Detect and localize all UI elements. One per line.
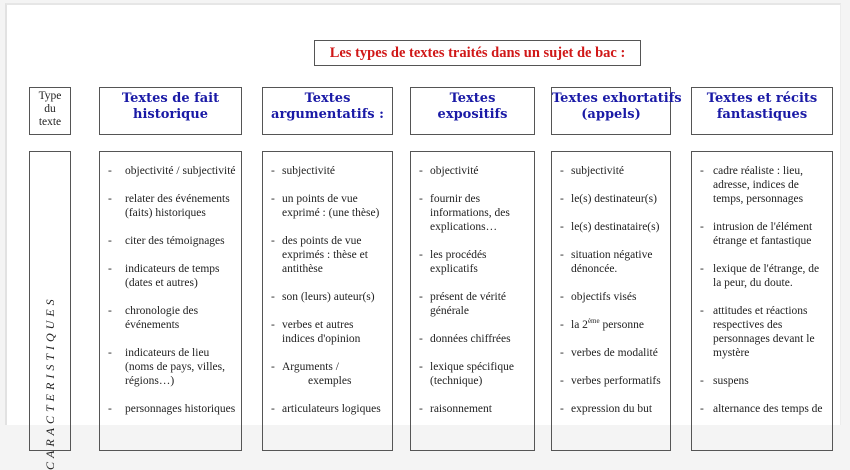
list-item: - un points de vue exprimé : (une thèse) [271, 192, 388, 220]
heading-line: expositifs [437, 107, 508, 122]
list-item: - citer des témoignages [108, 234, 237, 248]
list-item: - le(s) destinateur(s) [560, 192, 666, 206]
list-item: - situation négative dénoncée. [560, 248, 666, 276]
heading-line: (appels) [581, 107, 641, 122]
characteristics-list [263, 152, 392, 416]
list-item: - verbes de modalité [560, 346, 666, 360]
document-title: Les types de textes traités dans un sujet de bac : [329, 44, 626, 61]
heading-line: Textes et récits [706, 91, 818, 106]
heading-line: Textes exhortatifs [552, 91, 682, 106]
list-item: - chronologie des événements [108, 304, 237, 332]
list-item: - personnages historiques [108, 402, 237, 416]
list-item: - subjectivité [271, 164, 388, 178]
list-item: - raisonnement [419, 402, 530, 416]
heading-line: Textes [449, 91, 496, 106]
type-header-cell [29, 87, 71, 135]
list-item: - subjectivité [560, 164, 666, 178]
list-item-text: la 2 [571, 319, 588, 331]
list-item: - objectivité / subjectivité [108, 164, 237, 178]
list-item-continuation: exemples [308, 375, 352, 387]
list-item: - expression du but [560, 402, 666, 416]
characteristics-list [411, 152, 534, 416]
column-expositifs-content [410, 151, 535, 451]
list-item: - alternance des temps de [700, 402, 828, 416]
list-item: - des points de vue exprimés : thèse et antithèse [271, 234, 388, 276]
list-item: - relater des événements (faits) historiques [108, 192, 237, 220]
list-item: - le(s) destinataire(s) [560, 220, 666, 234]
document-title-box [314, 40, 641, 66]
characteristics-list [692, 152, 832, 416]
type-header-line: du [44, 103, 56, 115]
column-historique-content [99, 151, 242, 451]
list-item [271, 360, 388, 388]
list-item: - indicateurs de lieu (noms de pays, villes, régions…) [108, 346, 237, 388]
list-item: - fournir des informations, des explications… [419, 192, 530, 234]
column-heading-historique [99, 87, 242, 135]
list-item: - verbes et autres indices d'opinion [271, 318, 388, 346]
list-item: - objectifs visés [560, 290, 666, 304]
list-item: - son (leurs) auteur(s) [271, 290, 388, 304]
list-item: - verbes performatifs [560, 374, 666, 388]
column-heading-expositifs [410, 87, 535, 135]
list-item: - indicateurs de temps (dates et autres) [108, 262, 237, 290]
list-item: - cadre réaliste : lieu, adresse, indices de temps, personnages [700, 164, 828, 206]
column-exhortatifs-content [551, 151, 671, 451]
list-item: - intrusion de l'élément étrange et fantastique [700, 220, 828, 248]
column-fantastiques-content [691, 151, 833, 451]
list-item: - objectivité [419, 164, 530, 178]
list-item-text-after: personne [599, 319, 644, 331]
row-label-caracteristiques: CARACTERISTIQUES [43, 295, 57, 470]
list-item: - les procédés explicatifs [419, 248, 530, 276]
characteristics-list [100, 152, 241, 416]
heading-line: Textes [304, 91, 351, 106]
column-heading-exhortatifs [551, 87, 682, 135]
type-header-line: Type [38, 90, 62, 102]
list-item [560, 318, 666, 332]
column-heading-argumentatifs [262, 87, 393, 135]
superscript: ème [587, 317, 600, 326]
list-item: - lexique de l'étrange, de la peur, du doute. [700, 262, 828, 290]
list-item: - lexique spécifique (technique) [419, 360, 530, 388]
column-argumentatifs-content [262, 151, 393, 451]
document-page [5, 3, 841, 470]
column-heading-fantastiques [691, 87, 833, 135]
list-item: - articulateurs logiques [271, 402, 388, 416]
list-item: - suspens [700, 374, 828, 388]
list-item: - données chiffrées [419, 332, 530, 346]
list-item: - attitudes et réactions respectives des personnages devant le mystère [700, 304, 828, 360]
heading-line: Textes de fait [121, 91, 220, 106]
row-label-cell [29, 151, 71, 470]
characteristics-list [552, 152, 670, 416]
heading-line: argumentatifs : [271, 107, 384, 122]
type-header-line: texte [38, 116, 62, 128]
list-item: - présent de vérité générale [419, 290, 530, 318]
heading-line: fantastiques [716, 107, 808, 122]
list-item-text: Arguments / [282, 361, 339, 373]
heading-line: historique [133, 107, 208, 122]
